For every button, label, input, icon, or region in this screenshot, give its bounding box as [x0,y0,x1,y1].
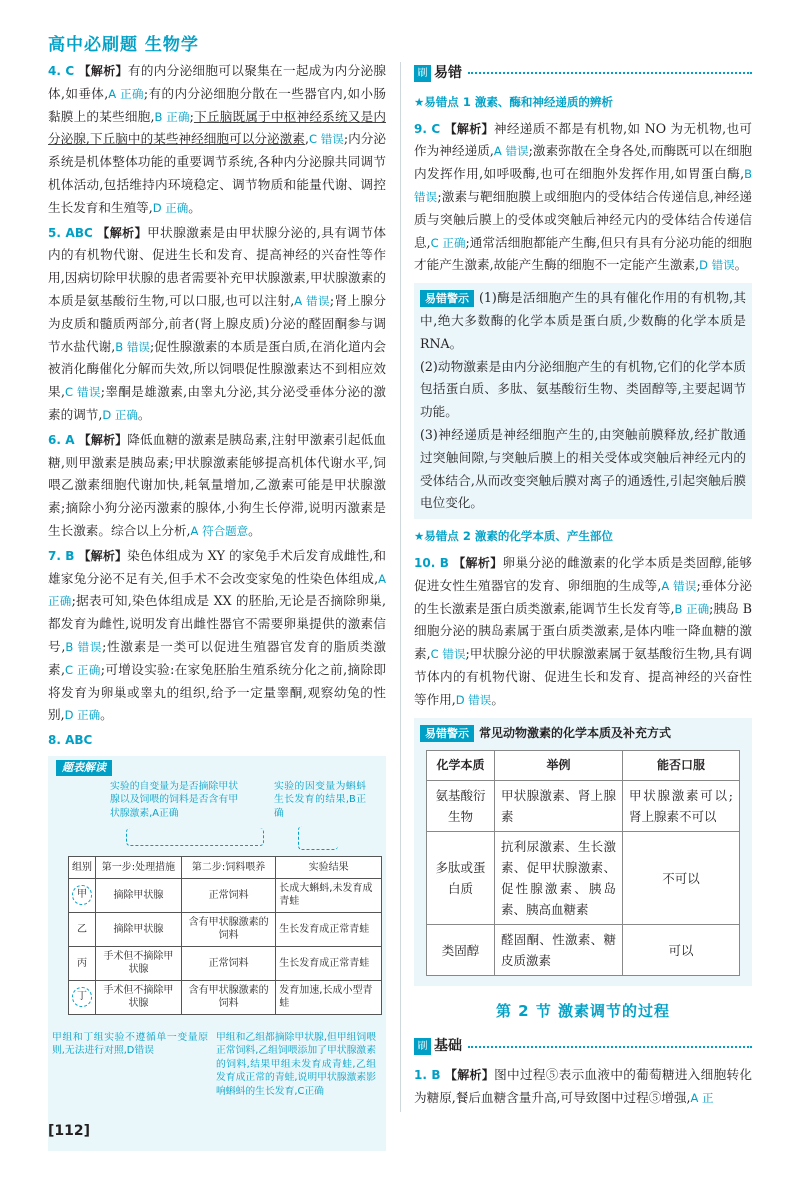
table-cell: 摘除甲状腺 [96,912,182,946]
table-row [69,878,382,912]
brush-icon: 刷 [414,1038,431,1055]
section-title: 易错 [434,65,462,81]
table-row [427,781,740,832]
table-cell: 生长发育成正常青蛙 [276,912,382,946]
bracket-right [298,826,338,850]
table-cell: 甲状腺激素、肾上腺素 [495,781,623,832]
exp-header-step1: 第一步:处理措施 [96,856,182,878]
table-cell: 发育加速,长成小型青蛙 [276,980,382,1014]
table-title: 常见动物激素的化学本质及补充方式 [479,725,672,740]
table-cell: 手术但不摘除甲状腺 [96,946,182,980]
hormone-header-oral: 能否口服 [623,751,740,781]
dotted-rule [468,72,752,74]
table-row [69,912,382,946]
group-label: 丙 [69,946,96,980]
group-label: 丁 [72,987,92,1007]
group-label: 甲 [72,885,92,905]
annotation-groups-jia-ding: 甲组和丁组实验不遵循单一变量原则,无法进行对照,D错误 [52,1031,208,1057]
warning-badge: 易错警示 [420,290,474,307]
column-divider [400,62,401,1112]
section-header-errors [414,62,752,85]
answer-4: 4. C 【解析】有的内分泌细胞可以聚集在一起成为内分泌腺体,如垂体,A 正确;有的内分泌细胞分散在一些器官内,如小肠黏膜上的某些细胞,B 正确;下丘脑既属于中枢神经系统又是内分泌腺,下丘脑中的某些神经细胞可以分泌激素,C 错误;内分泌系统是机体整体功能的重要调节系统,各种内分泌腺共同调节机体活动,包括维持内环境稳定、调节物质和能量代谢、调控生长发育和生殖等,D 正确。 [48,63,387,215]
table-cell: 不可以 [623,832,740,925]
page-number: [112] [48,1123,91,1139]
table-cell: 抗利尿激素、生长激素、促甲状腺激素、促性腺激素、胰岛素、胰高血糖素 [495,832,623,925]
brush-icon: 刷 [414,65,431,82]
table-cell: 正常饲料 [181,946,275,980]
table-row [427,925,740,976]
warning-badge: 易错警示 [420,725,474,742]
section-title: 基础 [434,1038,462,1055]
right-column [414,60,752,1112]
table-cell: 类固醇 [427,925,495,976]
annotation-groups-jia-yi: 甲组和乙组都摘除甲状腺,但甲组饲喂正常饲料,乙组饲喂添加了甲状腺激素的饲料,结果甲组未发育成青蛙,乙组发育成正常的青蛙,说明甲状腺激素影响蝌蚪的生长发育,C正确 [216,1031,376,1097]
hormone-header-example: 举例 [495,751,623,781]
table-row [69,980,382,1014]
table-cell: 生长发育成正常青蛙 [276,946,382,980]
table-cell: 氨基酸衍生物 [427,781,495,832]
answer-1: 1. B 【解析】图中过程⑤表示血液中的葡萄糖进入细胞转化为糖原,餐后血糖含量升高,可导致图中过程⑤增强,A 正 [414,1066,753,1105]
table-cell: 多肽或蛋白质 [427,832,495,925]
table-cell: 甲状腺激素可以;肾上腺素不可以 [623,781,740,832]
table-cell: 含有甲状腺激素的饲料 [181,912,275,946]
table-interpretation-figure [48,756,386,1151]
exp-header-group: 组别 [69,856,96,878]
table-cell: 醛固酮、性激素、糖皮质激素 [495,925,623,976]
exp-header-step2: 第二步:饲料喂养 [181,856,275,878]
table-cell: 含有甲状腺激素的饲料 [181,980,275,1014]
table-cell: 摘除甲状腺 [96,878,182,912]
hormone-table [426,750,740,976]
bracket-left [126,828,264,846]
table-cell: 手术但不摘除甲状腺 [96,980,182,1014]
warning-box-1: 易错警示 (1)酶是活细胞产生的具有催化作用的有机物,其中,绝大多数酶的化学本质是蛋白质,少数酶的化学本质是 RNA。 (2)动物激素是由内分泌细胞产生的有机物,它们的化学本质包括蛋白质、多肽、氨基酸衍生物、类固醇等,主要起调节功能。 (3)神经递质是神经细胞产生的,由突触前膜释放,经扩散通过突触间隙,与突触后膜上的相关受体或突触后神经元内的受体结合,从而改变突触后膜对离子的通透性,引起突触后膜电位变化。 [414,283,752,519]
group-label: 乙 [69,912,96,946]
table-cell: 正常饲料 [181,878,275,912]
table-row [427,832,740,925]
error-point-2: ★易错点 2 激素的化学本质、产生部位 [414,529,613,544]
annotation-dependent-variable: 实验的因变量为蝌蚪生长发育的结果,B正确 [274,780,366,819]
table-row [69,946,382,980]
answer-9: 9. C 【解析】神经递质不都是有机物,如 NO 为无机物,也可作为神经递质,A 错误;激素弥散在全身各处,而酶既可以在细胞内发挥作用,如呼吸酶,也可在细胞外发挥作用,如胃蛋白酶,B 错误;激素与靶细胞膜上或细胞内的受体结合传递信息,神经递质与突触后膜上的受体或突触后神经元内的受体结合传递信息,C 正确;通常活细胞都能产生酶,但只有具有分泌功能的细胞才能产生激素,故能产生酶的细胞不一定能产生激素,D 错误。 [414,120,753,273]
table-cell: 长成大蝌蚪,未发育成青蛙 [276,878,382,912]
warning-box-2 [414,718,752,987]
error-point-1: ★易错点 1 激素、酶和神经递质的辨析 [414,94,613,109]
answer-10: 10. B 【解析】卵巢分泌的雌激素的化学本质是类固醇,能够促进女性生殖器官的发育、卵细胞的生成等,A 错误;垂体分泌的生长激素是蛋白质类激素,能调节生长发育等,B 正确;胰岛 B 细胞分泌的胰岛素属于蛋白质类激素,是体内唯一降血糖的激素,C 错误;甲状腺分泌的甲状腺激素属于氨基酸衍生物,具有调节体内的有机物代谢、促进生长和发育、提高神经的兴奋性等作用,D 错误。 [414,554,752,707]
left-column [48,60,386,1151]
answer-7: 7. B 【解析】染色体组成为 XY 的家兔手术后发育成雌性,和雄家兔分泌不足有关,但手术不会改变家兔的性染色体组成,A 正确;据表可知,染色体组成是 XX 的胚胎,无论是否摘除卵巢,都发育为雌性,说明发育出雌性器官不需要卵巢提供的激素信号,B 错误;性激素是一类可以促进生殖器官发育的脂质类激素,C 正确;可增设实验:在家兔胚胎生殖系统分化之前,摘除即将发育为卵巢或睾丸的组织,给予一定量睾酮,观察幼兔的性别,D 正确。 [48,547,387,723]
exp-header-result: 实验结果 [276,856,382,878]
header-title: 高中必刷题 生物学 [48,35,199,55]
table-cell: 可以 [623,925,740,976]
chapter-title: 第 2 节 激素调节的过程 [495,1002,671,1021]
hormone-header-nature: 化学本质 [427,751,495,781]
answer-6: 6. A 【解析】降低血糖的激素是胰岛素,注射甲激素引起低血糖,则甲激素是胰岛素;甲状腺激素能够提高机体代谢水平,饲喂乙激素细胞代谢加快,耗氧量增加,乙激素可能是甲状腺激素;摘除小狗分泌丙激素的腺体,小狗生长停滞,说明丙激素是生长激素。综合以上分析,A 符合题意。 [48,431,386,538]
dotted-rule [468,1046,752,1048]
answer-8: 8. ABC [48,733,93,748]
experiment-table [68,856,382,1015]
figure-badge: 题表解读 [56,760,112,776]
annotation-independent-variable: 实验的自变量为是否摘除甲状腺以及饲喂的饲料是否含有甲状腺激素,A正确 [110,780,238,819]
answer-5: 5. ABC 【解析】甲状腺激素是由甲状腺分泌的,具有调节体内的有机物代谢、促进生长和发育、提高神经的兴奋性等作用,因病切除甲状腺的患者需要补充甲状腺激素,甲状腺激素的本质是氨基酸衍生物,可以口服,也可以注射,A 错误;肾上腺分为皮质和髓质两部分,前者(肾上腺皮质)分泌的醛固酮参与调节水盐代谢,B 错误;促性腺激素的本质是蛋白质,在消化道内会被消化酶催化分解而失效,所以饲喂促性腺激素达不到相应效果,C 错误;睾酮是雄激素,由睾丸分泌,其分泌受垂体分泌的激素的调节,D 正确。 [48,224,386,422]
section-header-basics [414,1035,752,1058]
